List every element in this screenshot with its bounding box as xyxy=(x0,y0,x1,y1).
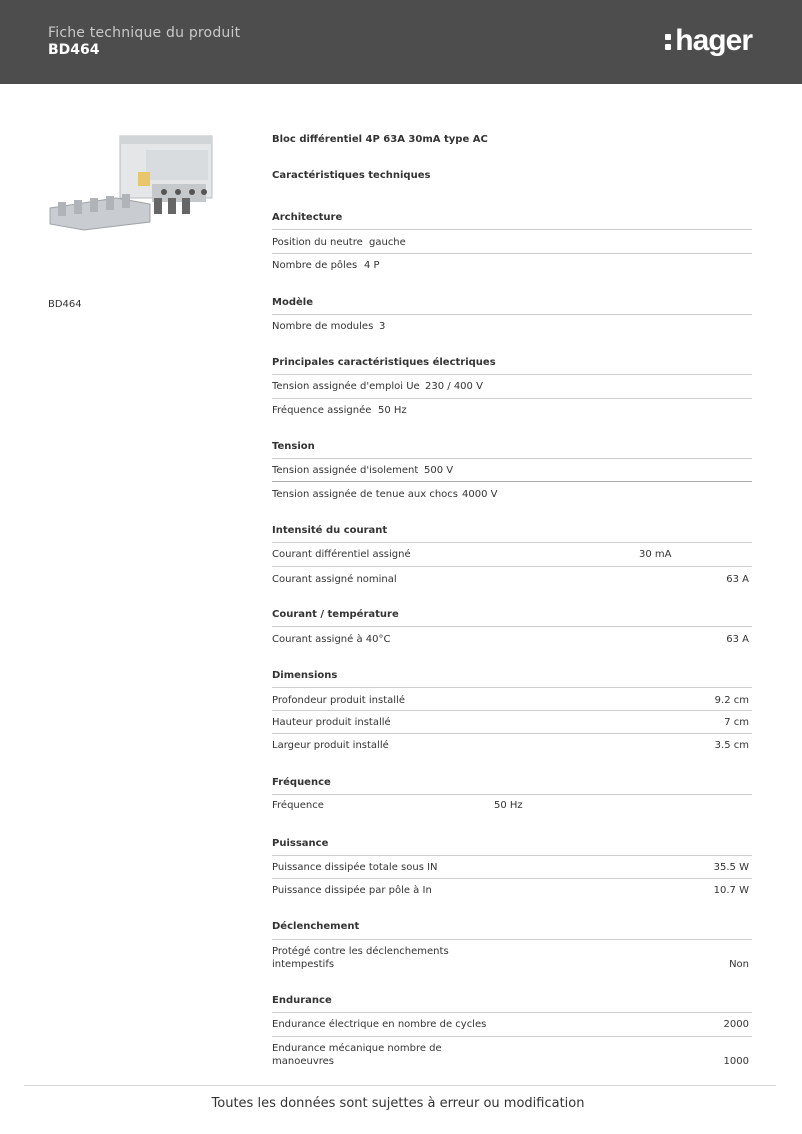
spec-row xyxy=(272,229,752,253)
spec-label-line2: intempestifs xyxy=(272,959,335,970)
spec-row xyxy=(272,398,752,422)
spec-row xyxy=(272,1012,752,1037)
spec-label: Courant assigné nominal xyxy=(272,574,397,585)
spec-value: 50 Hz xyxy=(494,800,523,811)
logo-dots-icon xyxy=(665,32,672,52)
section-title-electrique: Principales caractéristiques électriques xyxy=(272,357,496,368)
spec-label: Hauteur produit installé xyxy=(272,717,391,728)
spec-label-line2: manoeuvres xyxy=(272,1056,334,1067)
spec-label: Position du neutre xyxy=(272,237,363,248)
spec-label: Nombre de modules xyxy=(272,321,374,332)
spec-row xyxy=(272,733,752,757)
footer-divider xyxy=(24,1085,776,1086)
spec-label: Tension assignée d'isolement xyxy=(272,465,419,476)
section-title-intensite: Intensité du courant xyxy=(272,525,388,536)
spec-value: 35.5 W xyxy=(713,862,749,873)
spec-row xyxy=(272,1036,752,1075)
spec-value: Non xyxy=(729,959,749,970)
section-title-modele: Modèle xyxy=(272,297,313,308)
section-title-puissance: Puissance xyxy=(272,838,329,849)
section-title-architecture: Architecture xyxy=(272,212,343,223)
spec-value: 50 Hz xyxy=(378,405,407,416)
spec-label: Puissance dissipée par pôle à In xyxy=(272,885,432,896)
spec-label: Fréquence assignée xyxy=(272,405,372,416)
spec-value: 63 A xyxy=(726,574,749,585)
spec-value: gauche xyxy=(369,237,406,248)
spec-label: Puissance dissipée totale sous IN xyxy=(272,862,438,873)
spec-row xyxy=(272,710,752,734)
spec-row xyxy=(272,542,752,567)
spec-row xyxy=(272,626,752,651)
section-title-tension: Tension xyxy=(272,441,315,452)
spec-row xyxy=(272,374,752,398)
spec-row xyxy=(272,481,752,505)
spec-row xyxy=(272,314,752,338)
spec-label: Courant différentiel assigné xyxy=(272,549,411,560)
spec-label: Courant assigné à 40°C xyxy=(272,634,391,645)
section-title-frequence: Fréquence xyxy=(272,777,331,788)
section-title-temperature: Courant / température xyxy=(272,609,399,620)
spec-label-line1: Endurance mécanique nombre de xyxy=(272,1043,442,1054)
spec-value: 9.2 cm xyxy=(714,695,749,706)
tech-heading: Caractéristiques techniques xyxy=(272,170,431,181)
spec-label: Tension assignée de tenue aux chocs xyxy=(272,489,459,500)
section-title-declenchement: Déclenchement xyxy=(272,921,360,932)
spec-value: 230 / 400 V xyxy=(425,381,483,392)
spec-row xyxy=(272,939,752,980)
spec-row xyxy=(272,566,752,591)
spec-value: 3.5 cm xyxy=(714,740,749,751)
spec-value: 4000 V xyxy=(462,489,498,500)
spec-label: Nombre de pôles xyxy=(272,260,358,271)
spec-label: Profondeur produit installé xyxy=(272,695,405,706)
brand-name: hager xyxy=(675,24,752,57)
spec-row xyxy=(272,878,752,902)
spec-label: Fréquence xyxy=(272,800,324,811)
spec-row xyxy=(272,855,752,879)
spec-value: 4 P xyxy=(364,260,380,271)
spec-row xyxy=(272,253,752,277)
header-reference: BD464 xyxy=(48,42,100,58)
section-title-endurance: Endurance xyxy=(272,995,332,1006)
spec-row xyxy=(272,458,752,482)
spec-row xyxy=(272,794,752,818)
side-product-reference: BD464 xyxy=(48,299,82,310)
spec-row xyxy=(272,687,752,711)
header-subtitle: Fiche technique du produit xyxy=(48,25,241,41)
spec-value: 63 A xyxy=(726,634,749,645)
section-title-dimensions: Dimensions xyxy=(272,670,338,681)
spec-value: 7 cm xyxy=(724,717,749,728)
spec-label: Largeur produit installé xyxy=(272,740,389,751)
footer-disclaimer: Toutes les données sont sujettes à erreur ou modification xyxy=(211,1096,585,1111)
spec-value: 500 V xyxy=(424,465,454,476)
spec-value: 1000 xyxy=(723,1056,749,1067)
product-title: Bloc différentiel 4P 63A 30mA type AC xyxy=(272,134,488,145)
spec-value: 3 xyxy=(379,321,386,332)
brand-logo xyxy=(665,24,752,58)
spec-label: Tension assignée d'emploi Ue xyxy=(272,381,420,392)
spec-label-line1: Protégé contre les déclenchements xyxy=(272,946,449,957)
spec-value: 2000 xyxy=(723,1019,749,1030)
spec-value: 30 mA xyxy=(639,549,672,560)
product-image xyxy=(46,132,216,232)
page-header xyxy=(0,0,802,84)
spec-label: Endurance électrique en nombre de cycles xyxy=(272,1019,487,1030)
spec-value: 10.7 W xyxy=(713,885,749,896)
